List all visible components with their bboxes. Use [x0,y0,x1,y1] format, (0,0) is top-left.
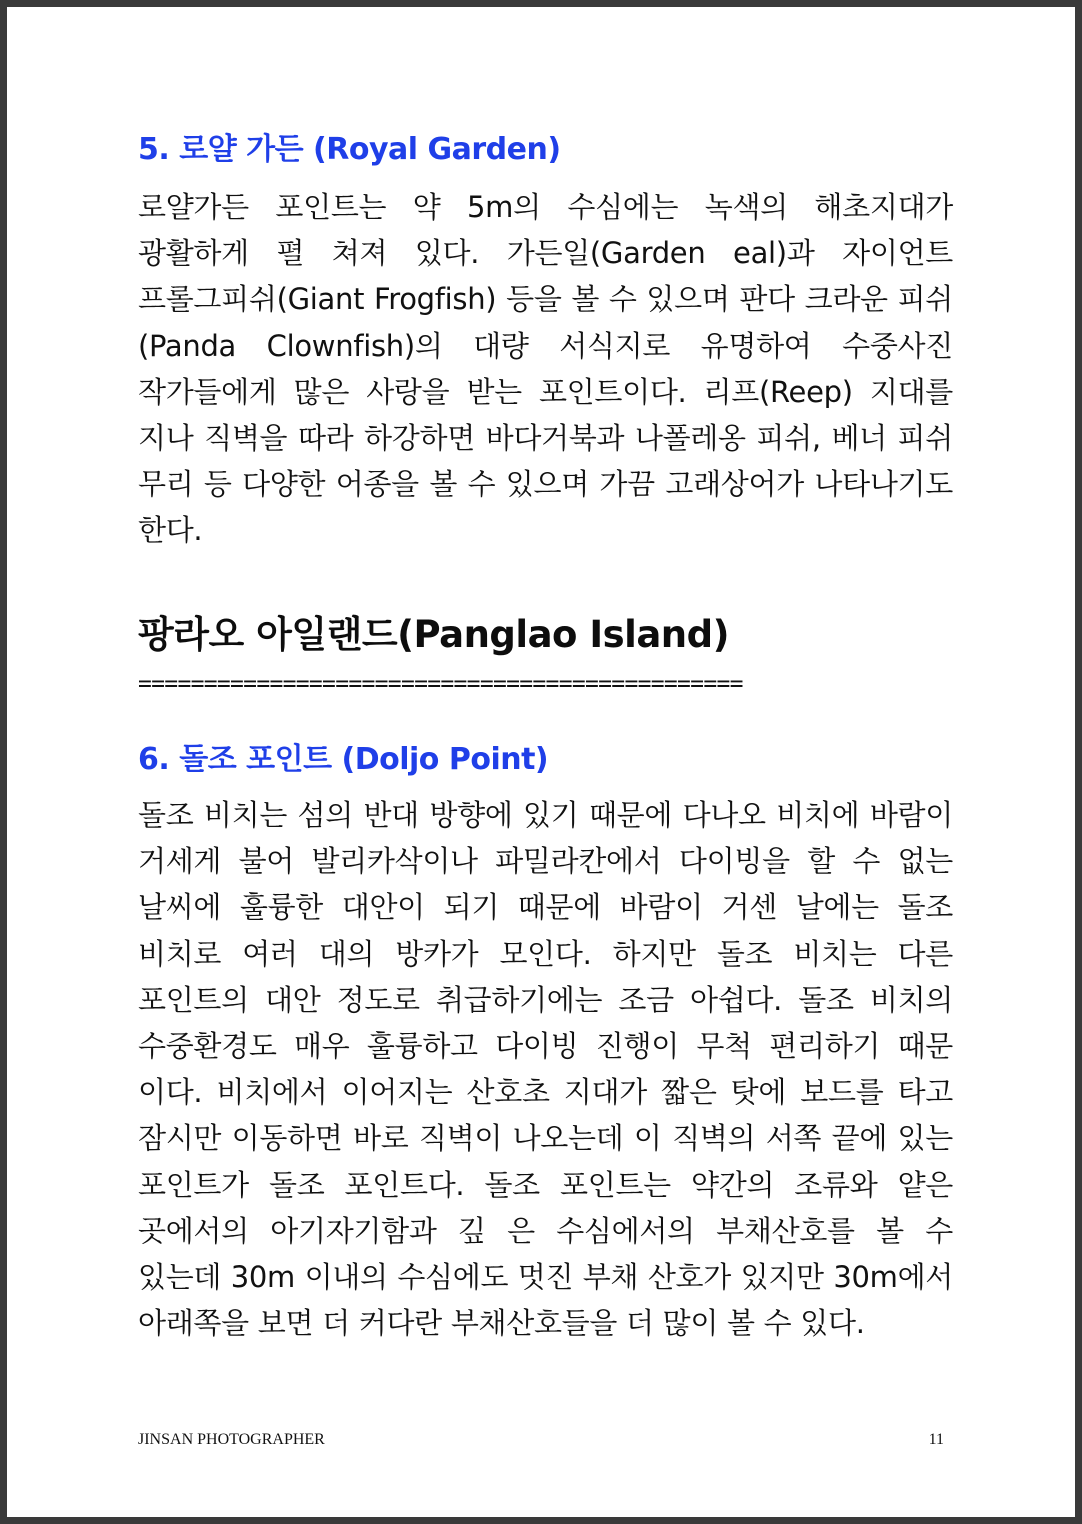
document-page [7,7,1075,1517]
section-body-doljo-point: 돌조 비치는 섬의 반대 방향에 있기 때문에 다나오 비치에 바람이 거세게 불어 발리카삭이나 파밀라칸에서 다이빙을 할 수 없는 날씨에 훌륭한 대안이 되기 때문에 바람이 거센 날에는 돌조 비치로 여러 대의 방카가 모인다. 하지만 돌조 비치는 다른 포인트의 대안 정도로 취급하기에는 조금 아쉽다. 돌조 비치의 수중환경도 매우 훌륭하고 다이빙 진행이 무척 편리하기 때문 이다. 비치에서 이어지는 산호초 지대가 짧은 탓에 보드를 타고 잠시만 이동하면 바로 직벽이 나오는데 이 직벽의 서쪽 끝에 있는 포인트가 돌조 포인트다. 돌조 포인트는 약간의 조류와 얕은 곳에서의 아기자기함과 깊 은 수심에서의 부채산호를 볼 수 있는데 30m 이내의 수심에도 멋진 부채 산호가 있지만 30m에서 아래쪽을 보면 더 커다란 부채산호들을 더 많이 볼 수 있다. [138,798,953,1341]
footer-page-number: 11 [928,1431,944,1448]
footer-publisher: JINSAN PHOTOGRAPHER [138,1431,325,1448]
section-body-royal-garden: 로얄가든 포인트는 약 5m의 수심에는 녹색의 해초지대가 광활하게 펼 쳐져 있다. 가든일(Garden eal)과 자이언트 프롤그피쉬(Giant Frogfish) 등을 볼 수 있으며 판다 크라운 피쉬(Panda Clownfish)의 대량 서식지로 유명하여 수중사진 작가들에게 많은 사랑을 받는 포인트이다. 리프(Reep) 지대를 지나 직벽을 따라 하강하면 바다거북과 나폴레옹 피쉬, 베너 피쉬 무리 등 다양한 어종을 볼 수 있으며 가끔 고래상어가 나타나기도 한다. [138,190,953,548]
chapter-divider: ============================================== [138,671,743,697]
section-heading-royal-garden: 5. 로얄 가든 (Royal Garden) [138,132,561,167]
chapter-title: 팡라오 아일랜드(Panglao Island) [138,613,730,656]
section-heading-doljo-point: 6. 돌조 포인트 (Doljo Point) [138,742,549,777]
